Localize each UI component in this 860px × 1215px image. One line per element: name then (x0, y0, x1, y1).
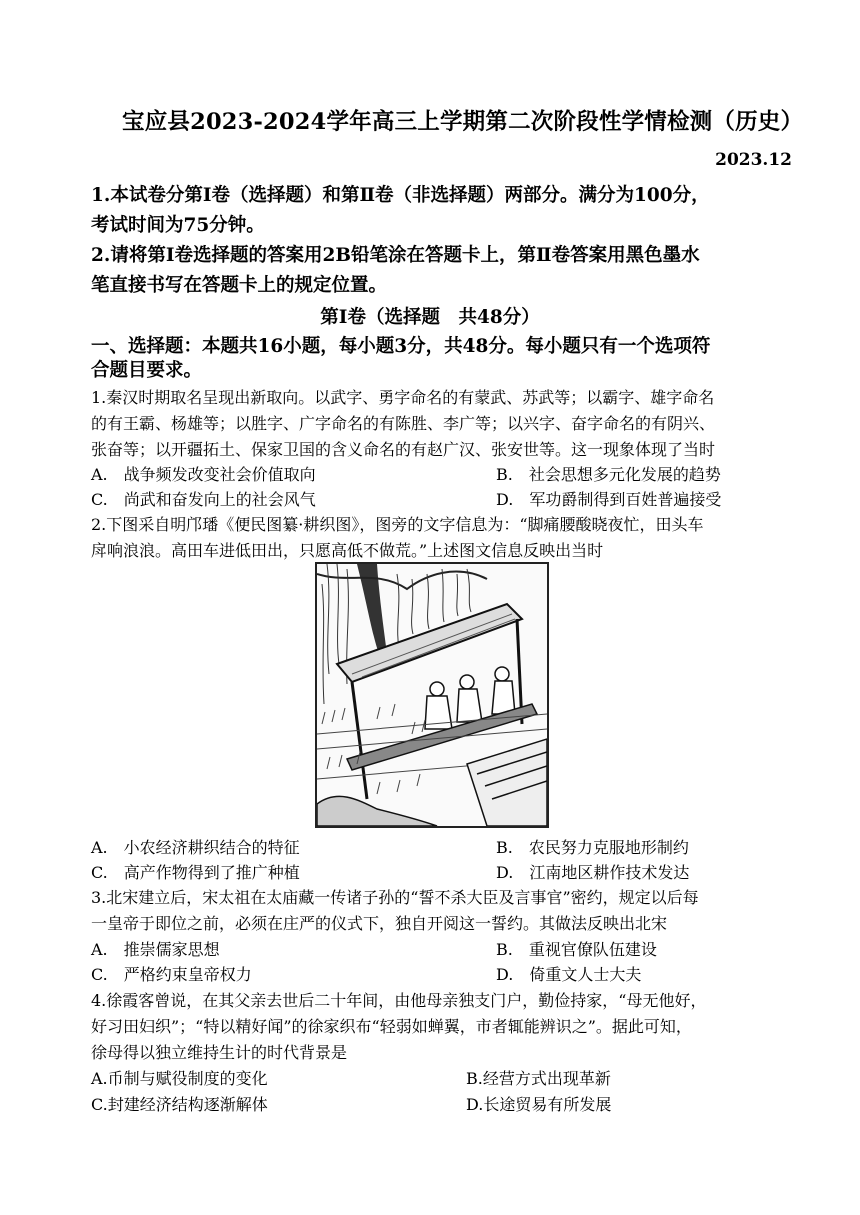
option-a[interactable]: A. 战争频发改变社会价值取向 (91, 465, 316, 484)
question-text: 张奋等；以开疆拓土、保家卫国的含义命名的有赵广汉、张安世等。这一现象体现了当时 (91, 440, 716, 459)
option-a[interactable]: A.币制与赋役制度的变化 (91, 1069, 268, 1088)
instruction-line: 考试时间为75分钟。 (91, 215, 265, 236)
exam-title: 宝应县2023-2024学年高三上学期第二次阶段性学情检测（历史） (122, 109, 804, 135)
option-b[interactable]: B.经营方式出现革新 (466, 1069, 611, 1088)
option-d[interactable]: D. 倚重文人士大夫 (496, 965, 642, 984)
question-text: 2.下图采自明邝璠《便民图纂·耕织图》，图旁的文字信息为：“脚痛腰酸晓夜忙，田头车 (91, 515, 704, 534)
instruction-line: 1.本试卷分第Ⅰ卷（选择题）和第Ⅱ卷（非选择题）两部分。满分为100分， (91, 185, 710, 206)
question-text: 1.秦汉时期取名呈现出新取向。以武字、勇字命名的有蒙武、苏武等；以霸字、雄字命名 (91, 388, 715, 407)
question-text: 4.徐霞客曾说，在其父亲去世后二十年间，由他母亲独支门户，勤俭持家，“母无他好， (91, 991, 707, 1010)
option-a[interactable]: A. 推崇儒家思想 (91, 940, 220, 959)
option-b[interactable]: B. 社会思想多元化发展的趋势 (496, 465, 721, 484)
option-b[interactable]: B. 农民努力克服地形制约 (496, 838, 689, 857)
exam-date: 2023.12 (715, 150, 792, 170)
instruction-line: 2.请将第Ⅰ卷选择题的答案用2B铅笔涂在答题卡上，第Ⅱ卷答案用黑色墨水 (91, 245, 700, 266)
option-d[interactable]: D. 江南地区耕作技术发达 (496, 863, 690, 882)
farming-illustration (315, 562, 549, 828)
option-a[interactable]: A. 小农经济耕织结合的特征 (91, 838, 300, 857)
question-text: 的有王霸、杨雄等；以胜字、广字命名的有陈胜、李广等；以兴字、奋字命名的有阴兴、 (91, 414, 716, 433)
instruction-line: 笔直接书写在答题卡上的规定位置。 (91, 275, 388, 296)
option-d[interactable]: D. 军功爵制得到百姓普遍接受 (496, 490, 722, 509)
question-text: 好习田妇织”；“特以精好闻”的徐家织布“轻弱如蝉翼，市者辄能辨识之”。据此可知， (91, 1017, 692, 1036)
option-c[interactable]: C. 高产作物得到了推广种植 (91, 863, 300, 882)
question-text: 徐母得以独立维持生计的时代背景是 (91, 1043, 348, 1062)
option-c[interactable]: C. 尚武和奋发向上的社会风气 (91, 490, 316, 509)
option-c[interactable]: C.封建经济结构逐渐解体 (91, 1095, 268, 1114)
section-heading: 一、选择题：本题共16小题，每小题3分，共48分。每小题只有一个选项符 (91, 336, 711, 357)
section-title: 第Ⅰ卷（选择题 共48分） (320, 307, 540, 328)
question-text: 3.北宋建立后，宋太祖在太庙藏一传诸子孙的“誓不杀大臣及言事官”密约，规定以后每 (91, 888, 699, 907)
section-heading: 合题目要求。 (91, 360, 203, 381)
question-text: 一皇帝于即位之前，必须在庄严的仪式下，独自开阅这一誓约。其做法反映出北宋 (91, 914, 668, 933)
option-d[interactable]: D.长途贸易有所发展 (466, 1095, 612, 1114)
question-text: 戽响浪浪。高田车进低田出，只愿高低不做荒。”上述图文信息反映出当时 (91, 541, 604, 560)
option-b[interactable]: B. 重视官僚队伍建设 (496, 940, 657, 959)
option-c[interactable]: C. 严格约束皇帝权力 (91, 965, 252, 984)
